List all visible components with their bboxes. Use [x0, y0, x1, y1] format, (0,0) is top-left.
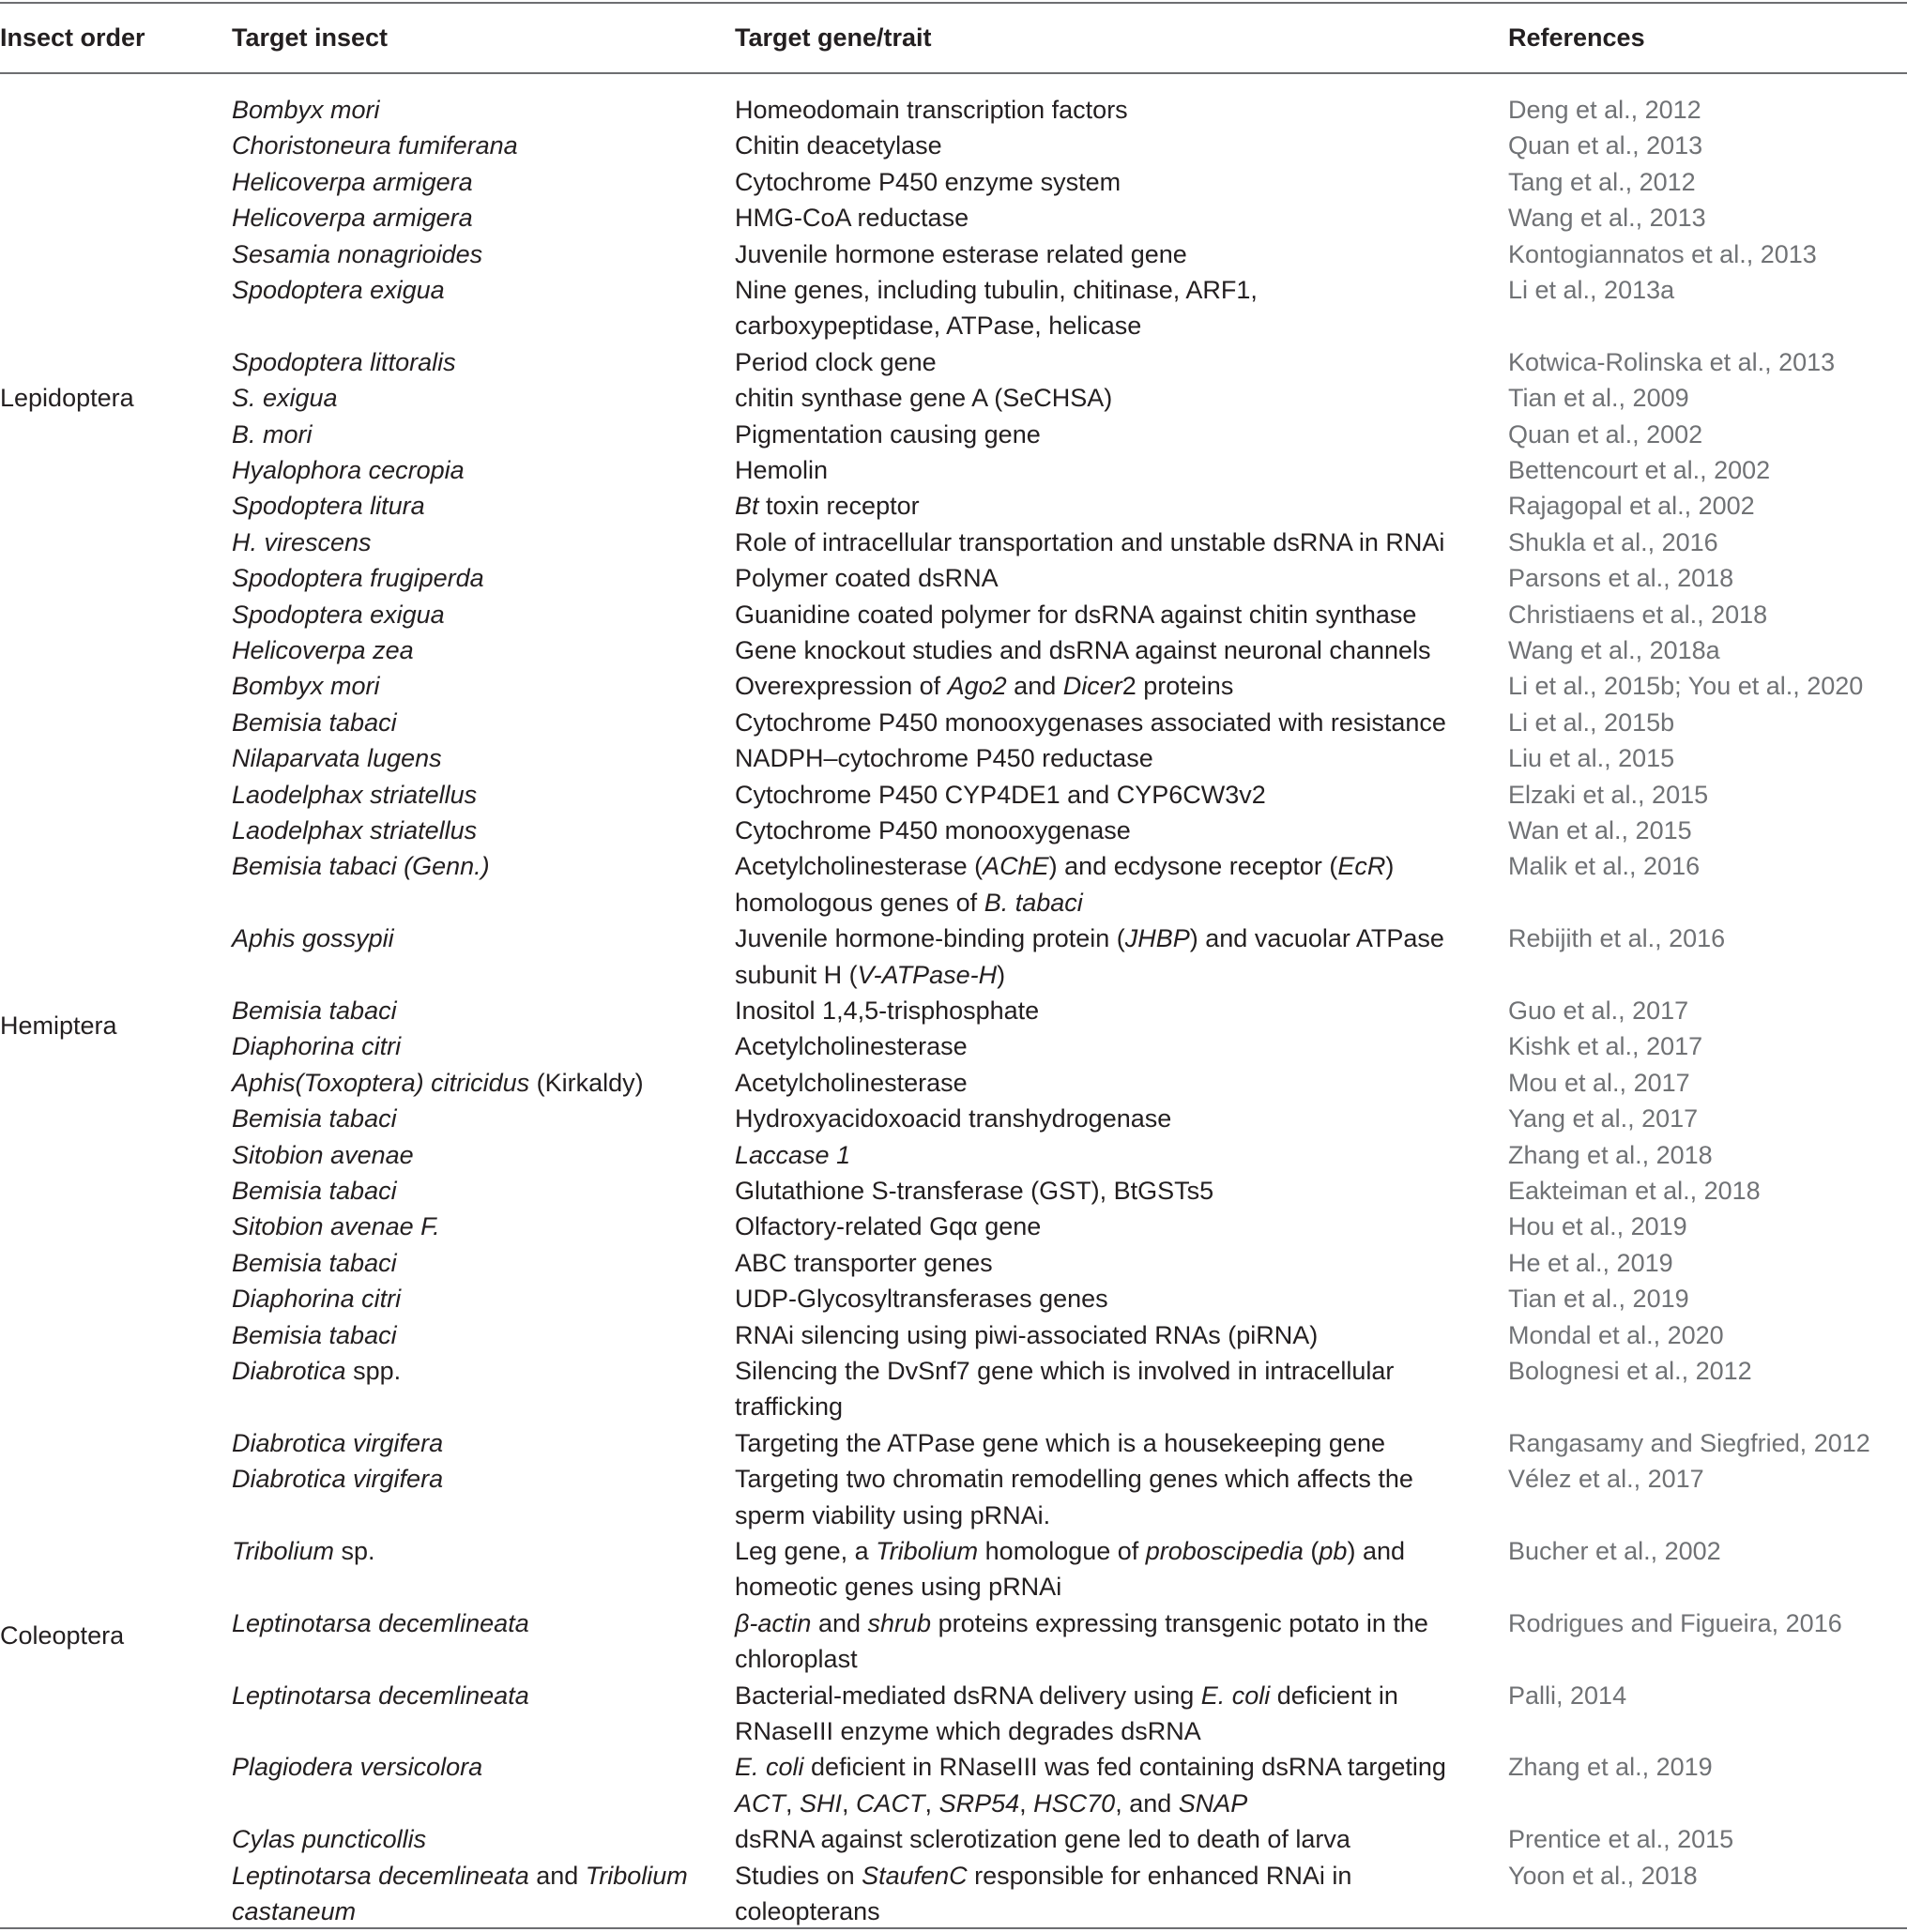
target-insect-cell: Bemisia tabaci: [232, 1104, 397, 1133]
reference-cell: Guo et al., 2017: [1508, 996, 1689, 1025]
reference-cell: Li et al., 2013a: [1508, 276, 1675, 304]
target-insect-cell: Choristoneura fumiferana: [232, 131, 518, 160]
target-insect-cell: Plagiodera versicolora: [232, 1753, 483, 1782]
reference-cell: Mondal et al., 2020: [1508, 1320, 1724, 1349]
target-gene-cell: Targeting the ATPase gene which is a housekeeping gene: [735, 1428, 1385, 1457]
target-gene-cell: Role of intracellular transportation and unstable dsRNA in RNAi: [735, 527, 1445, 556]
target-gene-cell: Silencing the DvSnf7 gene which is involved in intracellular trafficking: [735, 1357, 1395, 1422]
target-insect-cell: Diaphorina citri: [232, 1285, 402, 1314]
target-insect-cell: Bemisia tabaci: [232, 1248, 397, 1277]
target-gene-cell: Hemolin: [735, 456, 829, 484]
reference-cell: Bolognesi et al., 2012: [1508, 1357, 1752, 1385]
reference-cell: Parsons et al., 2018: [1508, 564, 1734, 593]
target-gene-cell: Cytochrome P450 monooxygenases associated with resistance: [735, 707, 1446, 737]
order-lepidoptera: Lepidoptera: [0, 384, 134, 412]
reference-cell: Li et al., 2015b; You et al., 2020: [1508, 672, 1864, 701]
target-insect-cell: Sesamia nonagrioides: [232, 239, 483, 268]
reference-cell: Yang et al., 2017: [1508, 1104, 1699, 1133]
target-insect-cell: Sitobion avenae: [232, 1140, 414, 1169]
target-gene-cell: Leg gene, a Tribolium homologue of proboscipedia (pb) and homeotic genes using pRNAi: [735, 1537, 1405, 1602]
target-insect-cell: Bombyx mori: [232, 96, 380, 124]
reference-cell: Tian et al., 2019: [1508, 1285, 1689, 1314]
target-insect-cell: Spodoptera litura: [232, 492, 425, 521]
target-gene-cell: UDP-Glycosyltransferases genes: [735, 1285, 1108, 1314]
target-gene-cell: Hydroxyacidoxoacid transhydrogenase: [735, 1104, 1172, 1133]
reference-cell: Bucher et al., 2002: [1508, 1537, 1721, 1565]
target-gene-cell: Glutathione S-transferase (GST), BtGSTs5: [735, 1177, 1214, 1205]
reference-cell: Zhang et al., 2019: [1508, 1753, 1713, 1782]
target-gene-cell: Bt toxin receptor: [735, 492, 920, 521]
target-gene-cell: Guanidine coated polymer for dsRNA against chitin synthase: [735, 600, 1417, 629]
target-gene-cell: Gene knockout studies and dsRNA against neuronal channels: [735, 636, 1431, 664]
target-gene-cell: Chitin deacetylase: [735, 131, 942, 160]
target-insect-cell: Nilaparvata lugens: [232, 744, 442, 773]
target-gene-cell: Acetylcholinesterase: [735, 1032, 968, 1061]
target-insect-cell: Leptinotarsa decemlineata and Tribolium castaneum: [232, 1861, 688, 1925]
target-gene-cell: Cytochrome P450 monooxygenase: [735, 816, 1131, 844]
target-gene-cell: Inositol 1,4,5-trisphosphate: [735, 996, 1040, 1025]
target-insect-cell: Bemisia tabaci: [232, 1177, 397, 1205]
reference-cell: Christiaens et al., 2018: [1508, 600, 1768, 629]
reference-cell: Vélez et al., 2017: [1508, 1465, 1704, 1494]
reference-cell: Quan et al., 2013: [1508, 131, 1703, 160]
target-gene-cell: RNAi silencing using piwi-associated RNAs (piRNA): [735, 1320, 1319, 1349]
target-insect-cell: B. mori: [232, 419, 313, 449]
header-references: References: [1508, 23, 1645, 52]
target-insect-cell: Sitobion avenae F.: [232, 1212, 440, 1241]
target-gene-cell: ABC transporter genes: [735, 1248, 993, 1277]
reference-cell: Rebijith et al., 2016: [1508, 924, 1726, 953]
target-gene-cell: Polymer coated dsRNA: [735, 564, 999, 593]
target-insect-cell: Leptinotarsa decemlineata: [232, 1608, 529, 1637]
target-insect-cell: Tribolium sp.: [232, 1537, 375, 1565]
target-gene-cell: Juvenile hormone-binding protein (JHBP) and vacuolar ATPase subunit H (V-ATPase-H): [735, 924, 1444, 989]
reference-cell: He et al., 2019: [1508, 1248, 1673, 1277]
reference-cell: Rodrigues and Figueira, 2016: [1508, 1608, 1842, 1637]
target-insect-cell: Aphis gossypii: [232, 924, 394, 953]
target-insect-cell: Spodoptera littoralis: [232, 347, 456, 376]
target-insect-cell: Leptinotarsa decemlineata: [232, 1681, 529, 1710]
target-insect-cell: Diabrotica virgifera: [232, 1428, 444, 1457]
target-insect-cell: Bemisia tabaci (Genn.): [232, 852, 490, 881]
order-coleoptera: Coleoptera: [0, 1621, 125, 1650]
target-gene-cell: Cytochrome P450 CYP4DE1 and CYP6CW3v2: [735, 780, 1266, 809]
target-insect-cell: Bombyx mori: [232, 672, 380, 701]
target-gene-cell: Targeting two chromatin remodelling genes which affects the sperm viability using pRNAi.: [735, 1465, 1413, 1529]
target-insect-cell: Bemisia tabaci: [232, 996, 397, 1025]
target-gene-cell: Olfactory-related Gqα gene: [735, 1212, 1042, 1241]
target-gene-cell: Homeodomain transcription factors: [735, 96, 1128, 124]
target-gene-cell: Overexpression of Ago2 and Dicer2 proteins: [735, 672, 1234, 701]
target-insect-cell: Bemisia tabaci: [232, 707, 397, 737]
reference-cell: Wang et al., 2013: [1508, 204, 1706, 233]
target-insect-cell: Bemisia tabaci: [232, 1320, 397, 1349]
target-insect-cell: Hyalophora cecropia: [232, 456, 465, 484]
reference-cell: Shukla et al., 2016: [1508, 527, 1718, 556]
header-target-insect: Target insect: [232, 23, 389, 52]
bottom-rule: [0, 1927, 1907, 1929]
target-insect-cell: Cylas puncticollis: [232, 1825, 427, 1854]
target-insect-cell: Laodelphax striatellus: [232, 780, 478, 809]
target-insect-cell: Aphis(Toxoptera) citricidus (Kirkaldy): [232, 1068, 644, 1097]
reference-cell: Deng et al., 2012: [1508, 96, 1701, 124]
target-gene-cell: Studies on StaufenC responsible for enhanced RNAi in coleopterans: [735, 1861, 1352, 1925]
reference-cell: Liu et al., 2015: [1508, 744, 1675, 773]
reference-cell: Kotwica-Rolinska et al., 2013: [1508, 347, 1836, 376]
reference-cell: Rajagopal et al., 2002: [1508, 492, 1755, 521]
target-gene-cell: Laccase 1: [735, 1140, 851, 1169]
top-rule: [0, 2, 1907, 4]
target-insect-cell: Spodoptera exigua: [232, 600, 445, 629]
reference-cell: Tian et al., 2009: [1508, 384, 1689, 413]
target-gene-cell: NADPH–cytochrome P450 reductase: [735, 744, 1153, 773]
header-insect-order: Insect order: [0, 23, 145, 52]
reference-cell: Malik et al., 2016: [1508, 852, 1701, 881]
reference-cell: Bettencourt et al., 2002: [1508, 456, 1771, 484]
target-gene-cell: E. coli deficient in RNaseIII was fed containing dsRNA targeting ACT, SHI, CACT, SRP54, HSC70, and SNAP: [735, 1753, 1446, 1818]
reference-cell: Prentice et al., 2015: [1508, 1825, 1734, 1854]
target-insect-cell: Diabrotica virgifera: [232, 1465, 444, 1494]
target-insect-cell: Spodoptera exigua: [232, 276, 445, 304]
target-insect-cell: Helicoverpa armigera: [232, 204, 473, 233]
target-gene-cell: Nine genes, including tubulin, chitinase, ARF1, carboxypeptidase, ATPase, helicase: [735, 276, 1258, 341]
reference-cell: Wan et al., 2015: [1508, 816, 1692, 844]
reference-cell: Rangasamy and Siegfried, 2012: [1508, 1428, 1870, 1457]
target-gene-cell: Acetylcholinesterase: [735, 1068, 968, 1097]
reference-cell: Palli, 2014: [1508, 1681, 1627, 1710]
target-insect-cell: Helicoverpa zea: [232, 636, 414, 664]
target-insect-cell: S. exigua: [232, 384, 338, 413]
reference-cell: Kontogiannatos et al., 2013: [1508, 239, 1817, 268]
target-insect-cell: Diaphorina citri: [232, 1032, 402, 1061]
target-gene-cell: HMG-CoA reductase: [735, 204, 969, 233]
reference-cell: Mou et al., 2017: [1508, 1068, 1690, 1097]
reference-cell: Li et al., 2015b: [1508, 707, 1675, 737]
reference-cell: Wang et al., 2018a: [1508, 636, 1720, 664]
reference-cell: Hou et al., 2019: [1508, 1212, 1687, 1241]
target-insect-cell: Laodelphax striatellus: [232, 816, 478, 844]
target-insect-cell: Diabrotica spp.: [232, 1357, 402, 1385]
target-gene-cell: Juvenile hormone esterase related gene: [735, 239, 1187, 268]
reference-cell: Eakteiman et al., 2018: [1508, 1177, 1761, 1205]
reference-cell: Yoon et al., 2018: [1508, 1861, 1698, 1890]
reference-cell: Zhang et al., 2018: [1508, 1140, 1713, 1169]
header-target-gene: Target gene/trait: [735, 23, 932, 52]
target-gene-cell: dsRNA against sclerotization gene led to death of larva: [735, 1825, 1350, 1854]
reference-cell: Quan et al., 2002: [1508, 419, 1703, 449]
target-gene-cell: Period clock gene: [735, 347, 937, 376]
reference-cell: Tang et al., 2012: [1508, 167, 1696, 196]
target-gene-cell: β-actin and shrub proteins expressing transgenic potato in the chloroplast: [735, 1608, 1428, 1674]
header-rule: [0, 72, 1907, 74]
target-gene-cell: Bacterial-mediated dsRNA delivery using E. coli deficient in RNaseIII enzyme which degrades dsRNA: [735, 1681, 1398, 1745]
order-hemiptera: Hemiptera: [0, 1012, 117, 1040]
target-gene-cell: Acetylcholinesterase (AChE) and ecdysone receptor (EcR) homologous genes of B. tabaci: [735, 852, 1395, 917]
reference-cell: Elzaki et al., 2015: [1508, 780, 1709, 809]
target-insect-cell: H. virescens: [232, 527, 372, 556]
target-insect-cell: Helicoverpa armigera: [232, 167, 473, 196]
target-gene-cell: chitin synthase gene A (SeCHSA): [735, 384, 1113, 413]
target-gene-cell: Cytochrome P450 enzyme system: [735, 167, 1121, 196]
target-gene-cell: Pigmentation causing gene: [735, 419, 1041, 449]
target-insect-cell: Spodoptera frugiperda: [232, 564, 484, 593]
reference-cell: Kishk et al., 2017: [1508, 1032, 1703, 1061]
